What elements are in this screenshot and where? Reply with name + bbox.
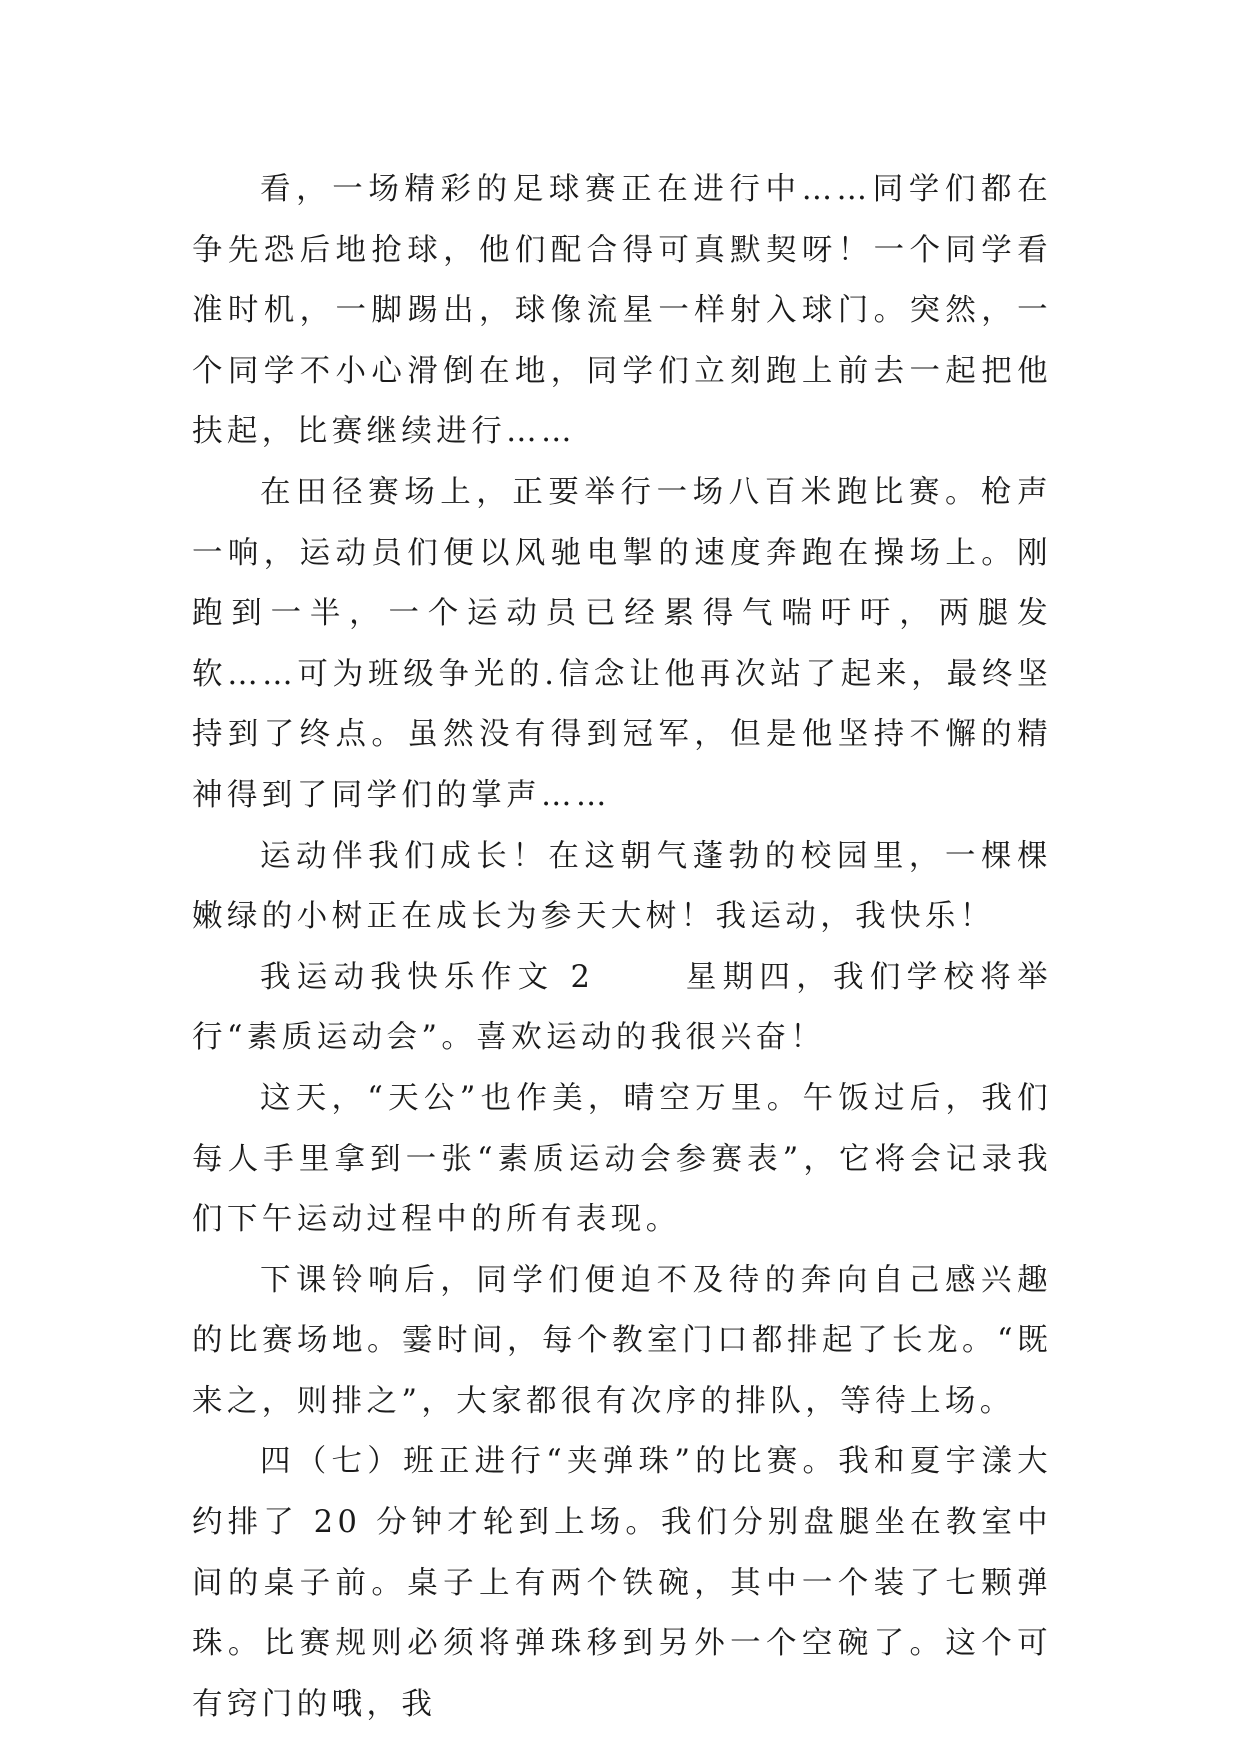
paragraph-sports-growth: 运动伴我们成长！在这朝气蓬勃的校园里，一棵棵嫩绿的小树正在成长为参天大树！我运动，我快乐！	[192, 838, 1052, 935]
paragraph-800m-race: 在田径赛场上，正要举行一场八百米跑比赛。枪声一响，运动员们便以风驰电掣的速度奔跑在操场上。刚跑到一半，一个运动员已经累得气喘吁吁，两腿发软……可为班级争光的.信念让他再次站了起来，最终坚持到了终点。虽然没有得到冠军，但是他坚持不懈的精神得到了同学们的掌声……	[192, 474, 1052, 813]
paragraph-queue: 下课铃响后，同学们便迫不及待的奔向自己感兴趣的比赛场地。霎时间，每个教室门口都排起了长龙。“既来之，则排之”，大家都很有次序的排队，等待上场。	[192, 1262, 1052, 1419]
paragraph-football-match: 看，一场精彩的足球赛正在进行中……同学们都在争先恐后地抢球，他们配合得可真默契呀！一个同学看准时机，一脚踢出，球像流星一样射入球门。突然，一个同学不小心滑倒在地，同学们立刻跑上前去一起把他扶起，比赛继续进行……	[192, 172, 1052, 450]
paragraph-sunny-day: 这天，“天公”也作美，晴空万里。午饭过后，我们每人手里拿到一张“素质运动会参赛表”，它将会记录我们下午运动过程中的所有表现。	[192, 1080, 1052, 1238]
document-body	[192, 160, 1052, 1735]
paragraph-marble-game: 四（七）班正进行“夹弹珠”的比赛。我和夏宇漾大约排了 20 分钟才轮到上场。我们分别盘腿坐在教室中间的桌子前。桌子上有两个铁碗，其中一个装了七颗弹珠。比赛规则必须将弹珠移到另外一个空碗了。这个可有窍门的哦，我	[192, 1444, 1052, 1722]
paragraph-essay-2-intro: 我运动我快乐作文 2 星期四，我们学校将举行“素质运动会”。喜欢运动的我很兴奋！	[192, 959, 1052, 1056]
